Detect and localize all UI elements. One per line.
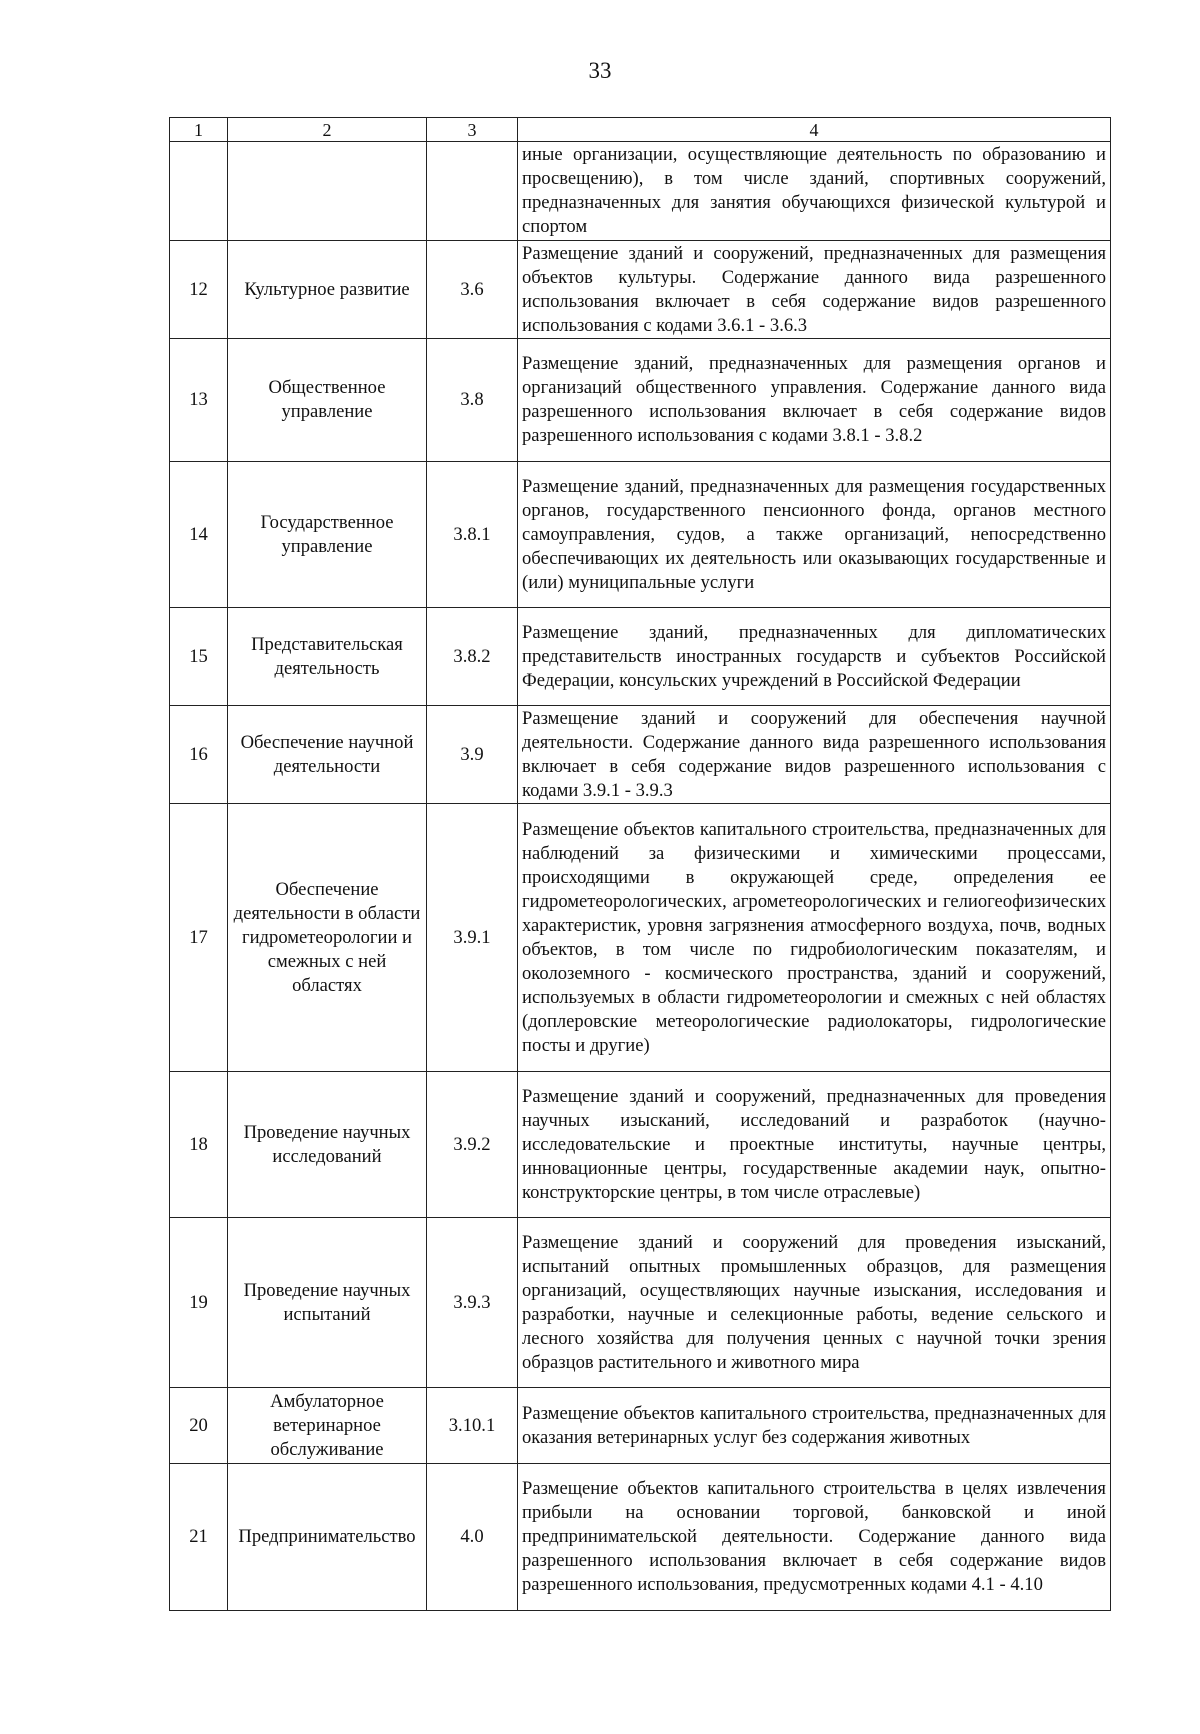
row-code: 4.0 xyxy=(427,1464,518,1611)
table-row xyxy=(170,1388,1111,1464)
row-description: Размещение объектов капитального строительства в целях извлечения прибыли на основании торговой, банковской и иной предпринимательской деятельности. Содержание данного вида разрешенного использования включает в себя содержание видов разрешенного использования, предусмотренных кодами 4.1 - 4.10 xyxy=(518,1464,1111,1611)
land-use-table xyxy=(169,117,1111,1611)
row-name: Обеспечение деятельности в области гидрометеорологии и смежных с ней областях xyxy=(228,804,427,1072)
row-name xyxy=(228,142,427,241)
row-code: 3.6 xyxy=(427,241,518,339)
row-number: 19 xyxy=(170,1218,228,1388)
row-code: 3.8.1 xyxy=(427,462,518,608)
row-description: Размещение объектов капитального строительства, предназначенных для оказания ветеринарных услуг без содержания животных xyxy=(518,1388,1111,1464)
row-name: Предпринимательство xyxy=(228,1464,427,1611)
row-description: Размещение зданий, предназначенных для дипломатических представительств иностранных государств и субъектов Российской Федерации, консульских учреждений в Российской Федерации xyxy=(518,608,1111,706)
table-row xyxy=(170,608,1111,706)
row-number: 16 xyxy=(170,706,228,804)
row-code: 3.9.3 xyxy=(427,1218,518,1388)
table-row xyxy=(170,1218,1111,1388)
header-col-name: 2 xyxy=(228,118,427,142)
row-code: 3.8.2 xyxy=(427,608,518,706)
row-name: Обеспечение научной деятельности xyxy=(228,706,427,804)
row-number: 21 xyxy=(170,1464,228,1611)
table-row xyxy=(170,462,1111,608)
row-description: Размещение объектов капитального строительства, предназначенных для наблюдений за физическими и химическими процессами, происходящими в окружающей среде, определения ее гидрометеорологических, агрометеорологических и гелиогеофизических характеристик, уровня загрязнения атмосферного воздуха, почв, водных объектов, в том числе по гидробиологическим показателям, и околоземного - космического пространства, зданий и сооружений, используемых в области гидрометеорологии и смежных с ней областях (доплеровские метеорологические радиолокаторы, гидрологические посты и другие) xyxy=(518,804,1111,1072)
row-number: 12 xyxy=(170,241,228,339)
row-code: 3.9.2 xyxy=(427,1072,518,1218)
row-name: Представительская деятельность xyxy=(228,608,427,706)
row-number: 13 xyxy=(170,339,228,462)
row-code: 3.10.1 xyxy=(427,1388,518,1464)
row-description: Размещение зданий, предназначенных для размещения органов и организаций общественного управления. Содержание данного вида разрешенного использования включает в себя содержание видов разрешенного использования с кодами 3.8.1 - 3.8.2 xyxy=(518,339,1111,462)
row-code xyxy=(427,142,518,241)
table-row xyxy=(170,241,1111,339)
row-name: Амбулаторное ветеринарное обслуживание xyxy=(228,1388,427,1464)
row-number: 14 xyxy=(170,462,228,608)
row-code: 3.8 xyxy=(427,339,518,462)
table-row xyxy=(170,804,1111,1072)
row-name: Проведение научных испытаний xyxy=(228,1218,427,1388)
row-name: Общественное управление xyxy=(228,339,427,462)
table-row xyxy=(170,1464,1111,1611)
row-name: Проведение научных исследований xyxy=(228,1072,427,1218)
row-description: Размещение зданий, предназначенных для размещения государственных органов, государственного пенсионного фонда, органов местного самоуправления, судов, а также организаций, непосредственно обеспечивающих их деятельность или оказывающих государственные и (или) муниципальные услуги xyxy=(518,462,1111,608)
row-number: 17 xyxy=(170,804,228,1072)
row-code: 3.9.1 xyxy=(427,804,518,1072)
row-name: Государственное управление xyxy=(228,462,427,608)
row-code: 3.9 xyxy=(427,706,518,804)
row-description: Размещение зданий и сооружений, предназначенных для размещения объектов культуры. Содержание данного вида разрешенного использования включает в себя содержание видов разрешенного использования с кодами 3.6.1 - 3.6.3 xyxy=(518,241,1111,339)
header-col-number: 1 xyxy=(170,118,228,142)
table-row xyxy=(170,339,1111,462)
row-description: иные организации, осуществляющие деятельность по образованию и просвещению), в том числе зданий, спортивных сооружений, предназначенных для занятия обучающихся физической культурой и спортом xyxy=(518,142,1111,241)
table-row xyxy=(170,142,1111,241)
table-row xyxy=(170,1072,1111,1218)
row-number: 20 xyxy=(170,1388,228,1464)
header-row xyxy=(170,118,1111,142)
header-col-description: 4 xyxy=(518,118,1111,142)
row-number: 15 xyxy=(170,608,228,706)
row-description: Размещение зданий и сооружений для обеспечения научной деятельности. Содержание данного вида разрешенного использования включает в себя содержание видов разрешенного использования с кодами 3.9.1 - 3.9.3 xyxy=(518,706,1111,804)
row-number xyxy=(170,142,228,241)
row-name: Культурное развитие xyxy=(228,241,427,339)
row-description: Размещение зданий и сооружений для проведения изысканий, испытаний опытных промышленных образцов, для размещения организаций, осуществляющих научные изыскания, исследования и разработки, научные и селекционные работы, ведение сельского и лесного хозяйства для получения ценных с научной точки зрения образцов растительного и животного мира xyxy=(518,1218,1111,1388)
table-row xyxy=(170,706,1111,804)
row-number: 18 xyxy=(170,1072,228,1218)
row-description: Размещение зданий и сооружений, предназначенных для проведения научных изысканий, исследований и разработок (научно-исследовательские и проектные институты, научные центры, инновационные центры, государственные академии наук, опытно-конструкторские центры, в том числе отраслевые) xyxy=(518,1072,1111,1218)
header-col-code: 3 xyxy=(427,118,518,142)
page-number: 33 xyxy=(588,58,612,83)
